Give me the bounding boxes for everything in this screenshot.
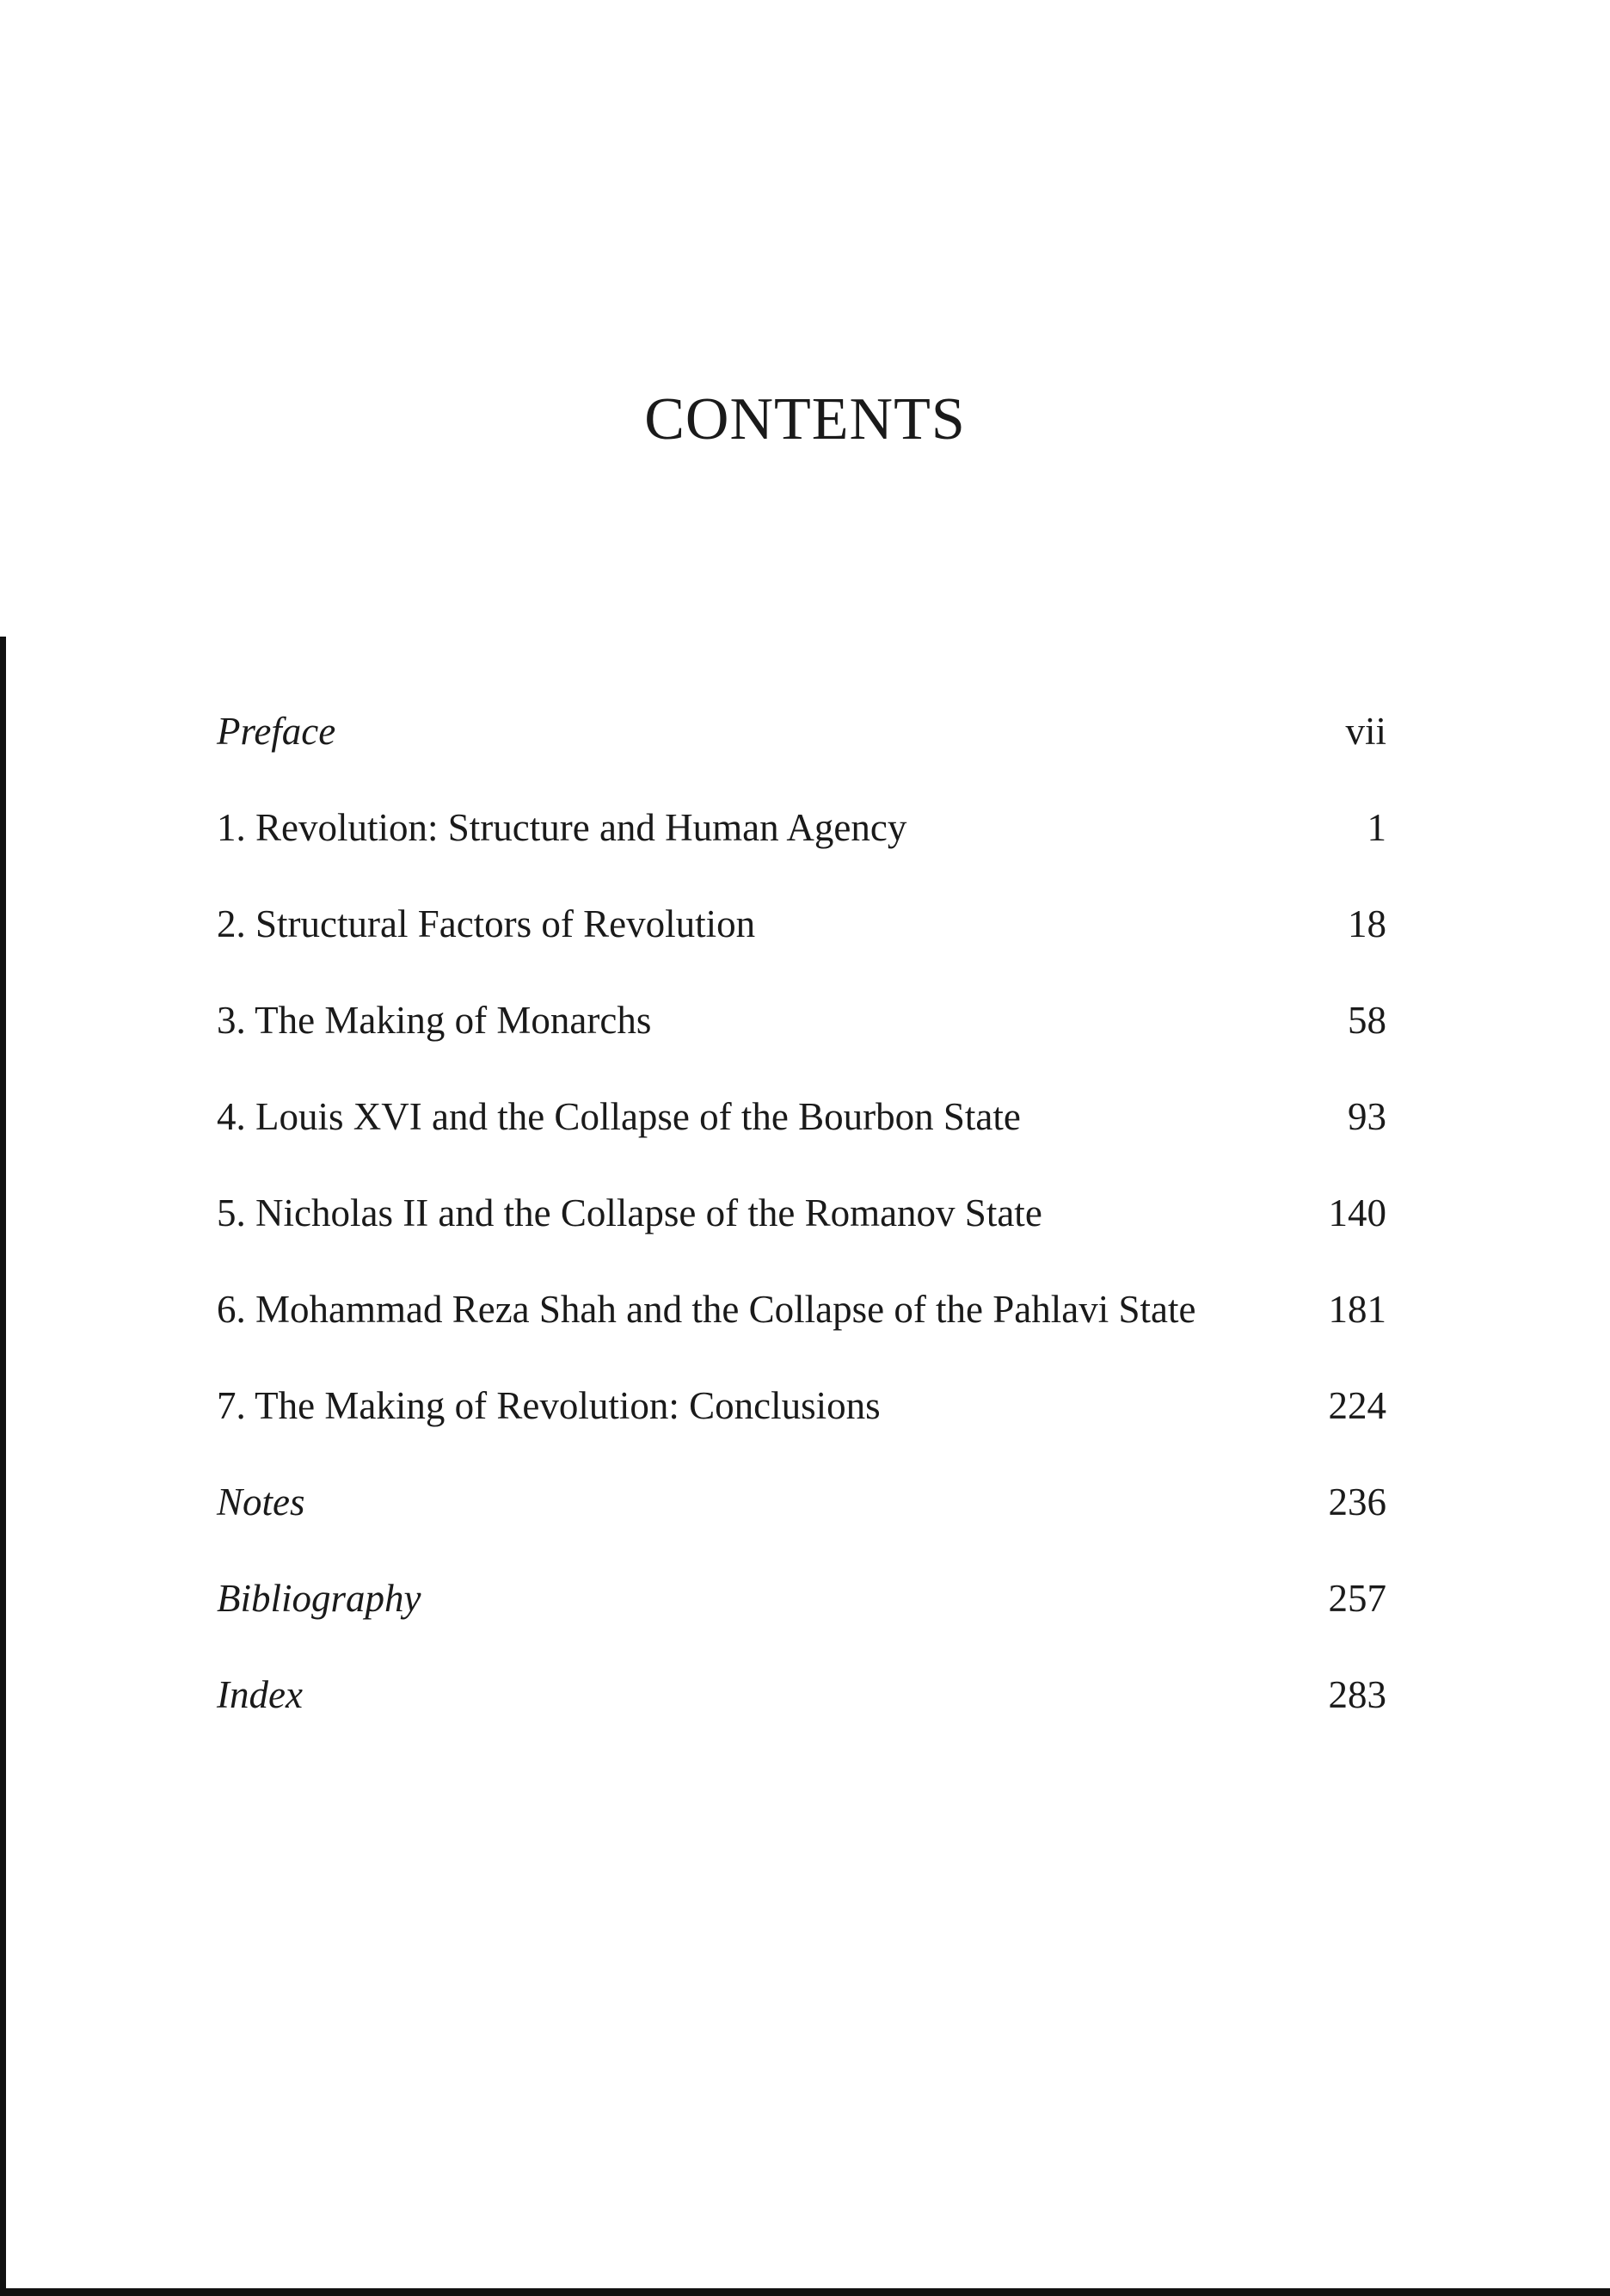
toc-entry-index[interactable] <box>217 1669 1386 1720</box>
toc-entry-chapter-1[interactable] <box>217 802 1386 853</box>
toc-entry-page: vii <box>1345 710 1386 753</box>
toc-entry-label: 4. Louis XVI and the Collapse of the Bourbon State <box>217 1095 1021 1138</box>
toc-entry-chapter-4[interactable] <box>217 1091 1386 1142</box>
toc-entry-page: 93 <box>1348 1095 1386 1138</box>
toc-entry-page: 224 <box>1328 1384 1386 1427</box>
toc-entry-label: 3. The Making of Monarchs <box>217 999 652 1042</box>
toc-entry-page: 18 <box>1348 902 1386 945</box>
toc-entry-page: 1 <box>1367 806 1386 849</box>
scan-edge-bottom <box>0 2288 1610 2296</box>
toc-entry-label: 1. Revolution: Structure and Human Agency <box>217 806 907 849</box>
toc-entry-label: Index <box>217 1673 303 1716</box>
toc-entry-chapter-5[interactable] <box>217 1187 1386 1239</box>
page-title: CONTENTS <box>644 386 966 452</box>
toc-entry-page: 140 <box>1328 1191 1386 1234</box>
scan-edge-left <box>0 637 6 2296</box>
toc-entry-bibliography[interactable] <box>217 1573 1386 1624</box>
toc-entry-notes[interactable] <box>217 1476 1386 1528</box>
toc-entry-page: 283 <box>1328 1673 1386 1716</box>
toc-entry-page: 58 <box>1348 999 1386 1042</box>
toc-entry-chapter-3[interactable] <box>217 994 1386 1046</box>
toc-entry-label: 2. Structural Factors of Revolution <box>217 902 756 945</box>
toc-entry-page: 236 <box>1328 1480 1386 1523</box>
toc-entry-label: Notes <box>217 1480 305 1523</box>
toc-entry-label: 5. Nicholas II and the Collapse of the Romanov State <box>217 1191 1042 1234</box>
toc-entry-chapter-2[interactable] <box>217 898 1386 950</box>
toc-entry-page: 181 <box>1328 1288 1386 1331</box>
toc-entry-chapter-7[interactable] <box>217 1380 1386 1431</box>
toc-entry-page: 257 <box>1328 1577 1386 1620</box>
toc-entry-label: 7. The Making of Revolution: Conclusions <box>217 1384 881 1427</box>
toc-entry-preface[interactable] <box>217 705 1386 757</box>
toc-entry-label: 6. Mohammad Reza Shah and the Collapse of the Pahlavi State <box>217 1288 1196 1331</box>
toc-entry-label: Bibliography <box>217 1577 421 1620</box>
toc-entry-chapter-6[interactable] <box>217 1283 1386 1335</box>
toc-entry-label: Preface <box>217 710 336 753</box>
